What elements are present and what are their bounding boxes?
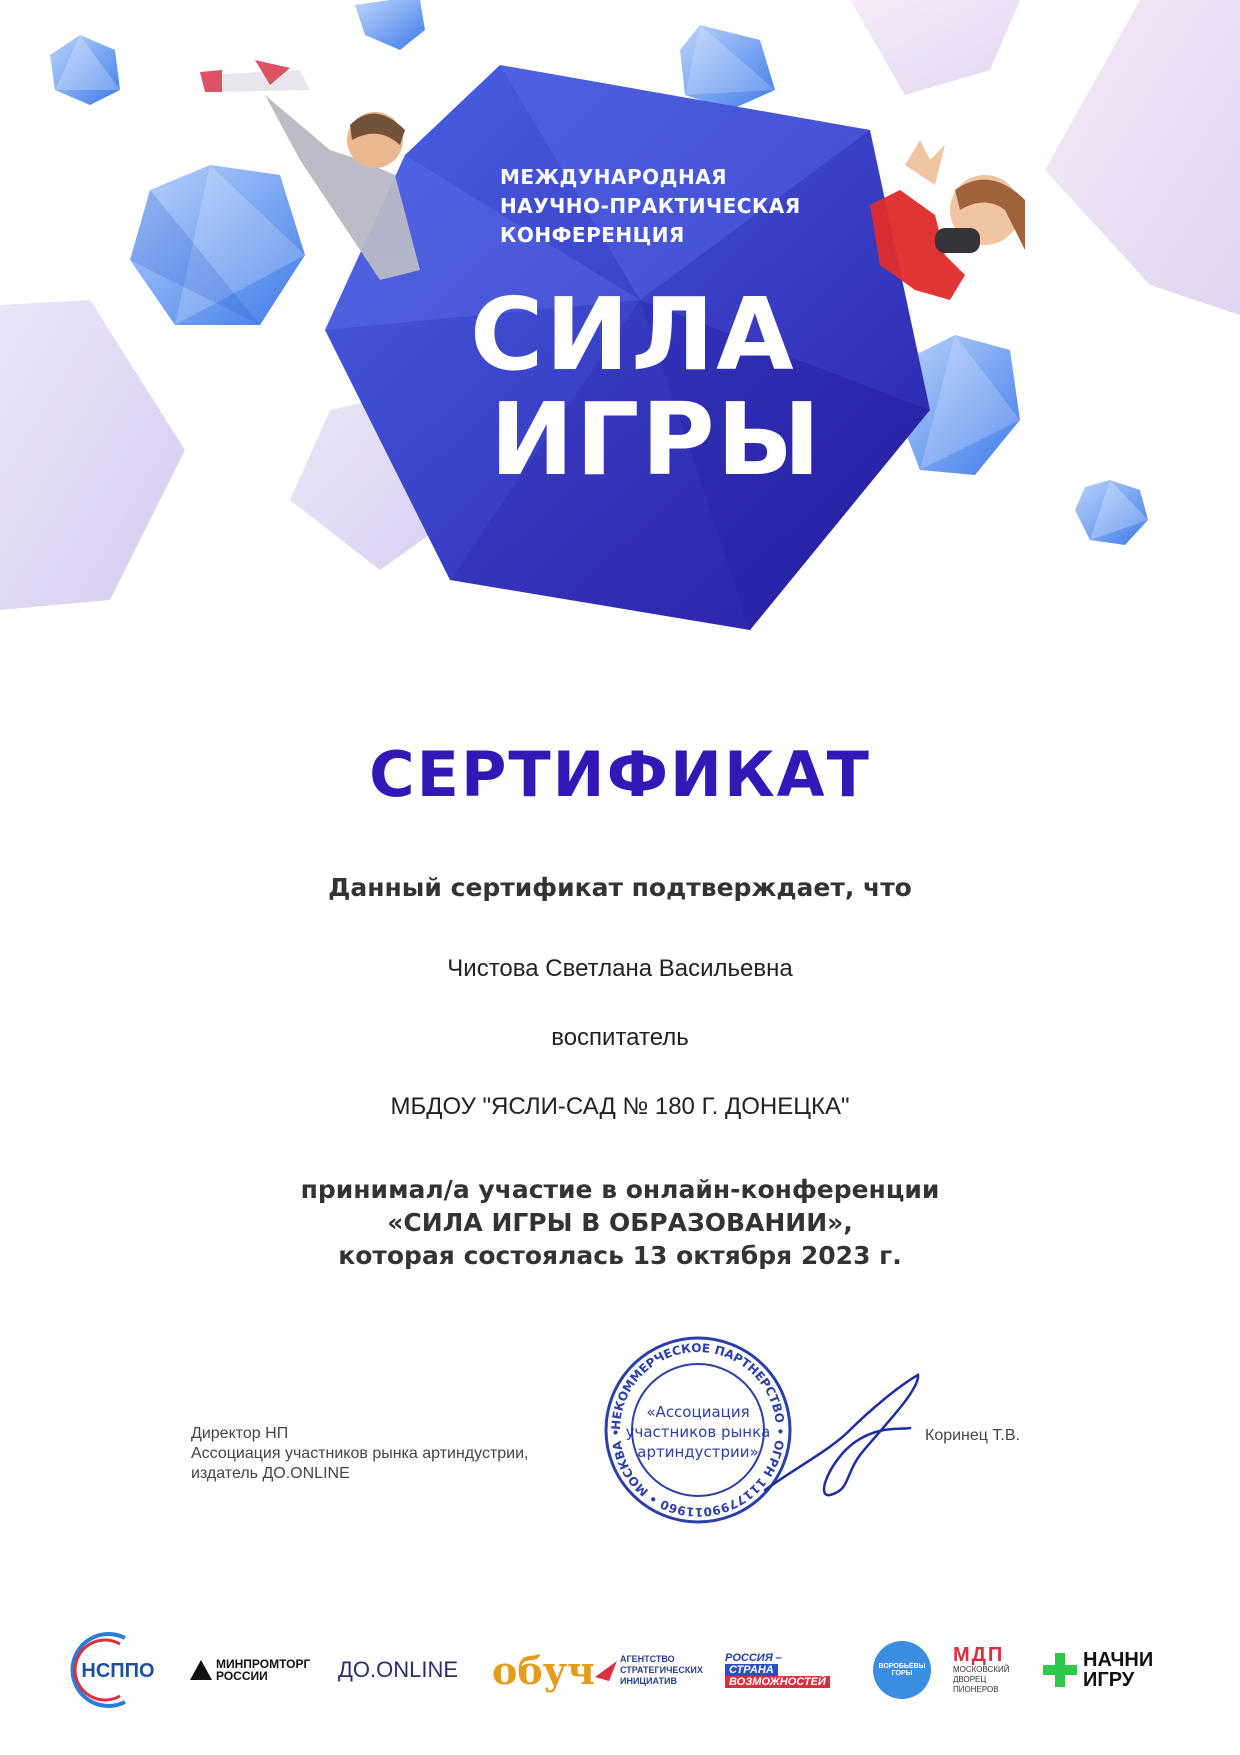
hero-banner bbox=[0, 0, 1240, 660]
director-block bbox=[191, 1424, 529, 1484]
participation-line-1: принимал/а участие в онлайн-конференции bbox=[300, 1175, 940, 1204]
mdp-line-1: МДП bbox=[953, 1644, 1005, 1666]
stamp-center-line-2: участников рынка bbox=[625, 1423, 771, 1441]
logo-russia-strana bbox=[725, 1630, 840, 1710]
nachni-line-1: НАЧНИ bbox=[1083, 1649, 1154, 1671]
russia-line-1: РОССИЯ – bbox=[725, 1652, 782, 1664]
logo-obuch bbox=[492, 1630, 595, 1710]
brand-title-line-2: ИГРЫ bbox=[490, 381, 823, 498]
minpromtorg-line-1: МИНПРОМТОРГ bbox=[216, 1657, 311, 1671]
recipient-role: воспитатель bbox=[551, 1024, 689, 1051]
logo-vorobyovy-gory bbox=[873, 1630, 933, 1710]
gem-small-right bbox=[1075, 480, 1148, 545]
gem-large-left bbox=[130, 165, 305, 325]
logo-asi bbox=[595, 1630, 710, 1710]
conference-line-2: НАУЧНО-ПРАКТИЧЕСКАЯ bbox=[500, 194, 801, 218]
mdp-line-2: МОСКОВСКИЙ bbox=[953, 1665, 1010, 1674]
conference-line-3: КОНФЕРЕНЦИЯ bbox=[500, 223, 685, 247]
logo-do-online bbox=[338, 1630, 468, 1710]
stamp-ring-text: НЕКОММЕРЧЕСКОЕ ПАРТНЕРСТВО • ОГРН 1117799011960 • МОСКВА • bbox=[608, 1340, 788, 1520]
vorobyovy-circle bbox=[873, 1641, 931, 1699]
recipient-organization: МБДОУ "ЯСЛИ-САД № 180 Г. ДОНЕЦКА" bbox=[390, 1093, 850, 1120]
asi-line-1: АГЕНТСТВО bbox=[620, 1653, 675, 1664]
russia-line-2: СТРАНА bbox=[725, 1664, 778, 1676]
stamp-center-line-1: «Ассоциация bbox=[646, 1403, 750, 1421]
confirm-text: Данный сертификат подтверждает, что bbox=[328, 873, 912, 902]
obuch-text: обуч bbox=[492, 1647, 595, 1693]
handwritten-signature bbox=[760, 1370, 930, 1500]
certificate-title: СЕРТИФИКАТ bbox=[369, 738, 871, 811]
bg-crystal-top-right bbox=[850, 0, 1020, 95]
mdp-line-4: ПИОНЕРОВ bbox=[953, 1685, 999, 1694]
logo-mdp bbox=[953, 1630, 1023, 1710]
russia-line-3: ВОЗМОЖНОСТЕЙ bbox=[725, 1676, 830, 1688]
gem-top-left bbox=[50, 35, 120, 105]
vorobyovy-line-1: ВОРОБЬЁВЫ bbox=[878, 1663, 926, 1670]
asi-line-2: СТРАТЕГИЧЕСКИХ bbox=[620, 1664, 703, 1675]
logo-nachni-igru bbox=[1043, 1630, 1173, 1710]
minpromtorg-line-2: РОССИИ bbox=[216, 1669, 268, 1683]
asi-arrow-icon bbox=[595, 1659, 617, 1681]
nachni-line-2: ИГРУ bbox=[1083, 1669, 1135, 1691]
vorobyovy-line-2: ГОРЫ bbox=[891, 1670, 913, 1677]
nsppo-text: НСППО bbox=[81, 1660, 155, 1682]
bg-crystal-right bbox=[1045, 0, 1240, 315]
do-online-text: ДО.ONLINE bbox=[338, 1657, 459, 1682]
director-title: Директор НП bbox=[191, 1425, 289, 1442]
green-cross-icon bbox=[1043, 1653, 1077, 1687]
stamp-center-line-3: артиндустрии» bbox=[637, 1443, 759, 1461]
recipient-name: Чистова Светлана Васильевна bbox=[447, 955, 793, 982]
logo-minpromtorg bbox=[190, 1630, 325, 1710]
nsppo-ring-icon bbox=[70, 1630, 160, 1710]
bg-crystal-left bbox=[0, 300, 185, 610]
partner-logos bbox=[0, 1630, 1240, 1720]
participation-line-3: которая состоялась 13 октября 2023 г. bbox=[338, 1241, 902, 1270]
brand-title-line-1: СИЛА bbox=[470, 276, 796, 393]
director-org: Ассоциация участников рынка артиндустрии, bbox=[191, 1445, 529, 1462]
triangle-icon bbox=[190, 1660, 212, 1680]
signer-name: Коринец Т.В. bbox=[925, 1427, 1020, 1444]
asi-line-3: ИНИЦИАТИВ bbox=[620, 1675, 677, 1686]
mdp-line-3: ДВОРЕЦ bbox=[953, 1675, 987, 1684]
logo-nsppo bbox=[70, 1630, 160, 1710]
gem-top-mid bbox=[680, 25, 775, 110]
gem-top-center bbox=[355, 0, 425, 50]
participation-line-2: «СИЛА ИГРЫ В ОБРАЗОВАНИИ», bbox=[387, 1208, 853, 1237]
director-publisher: издатель ДО.ONLINE bbox=[191, 1465, 350, 1482]
conference-line-1: МЕЖДУНАРОДНАЯ bbox=[500, 165, 728, 189]
